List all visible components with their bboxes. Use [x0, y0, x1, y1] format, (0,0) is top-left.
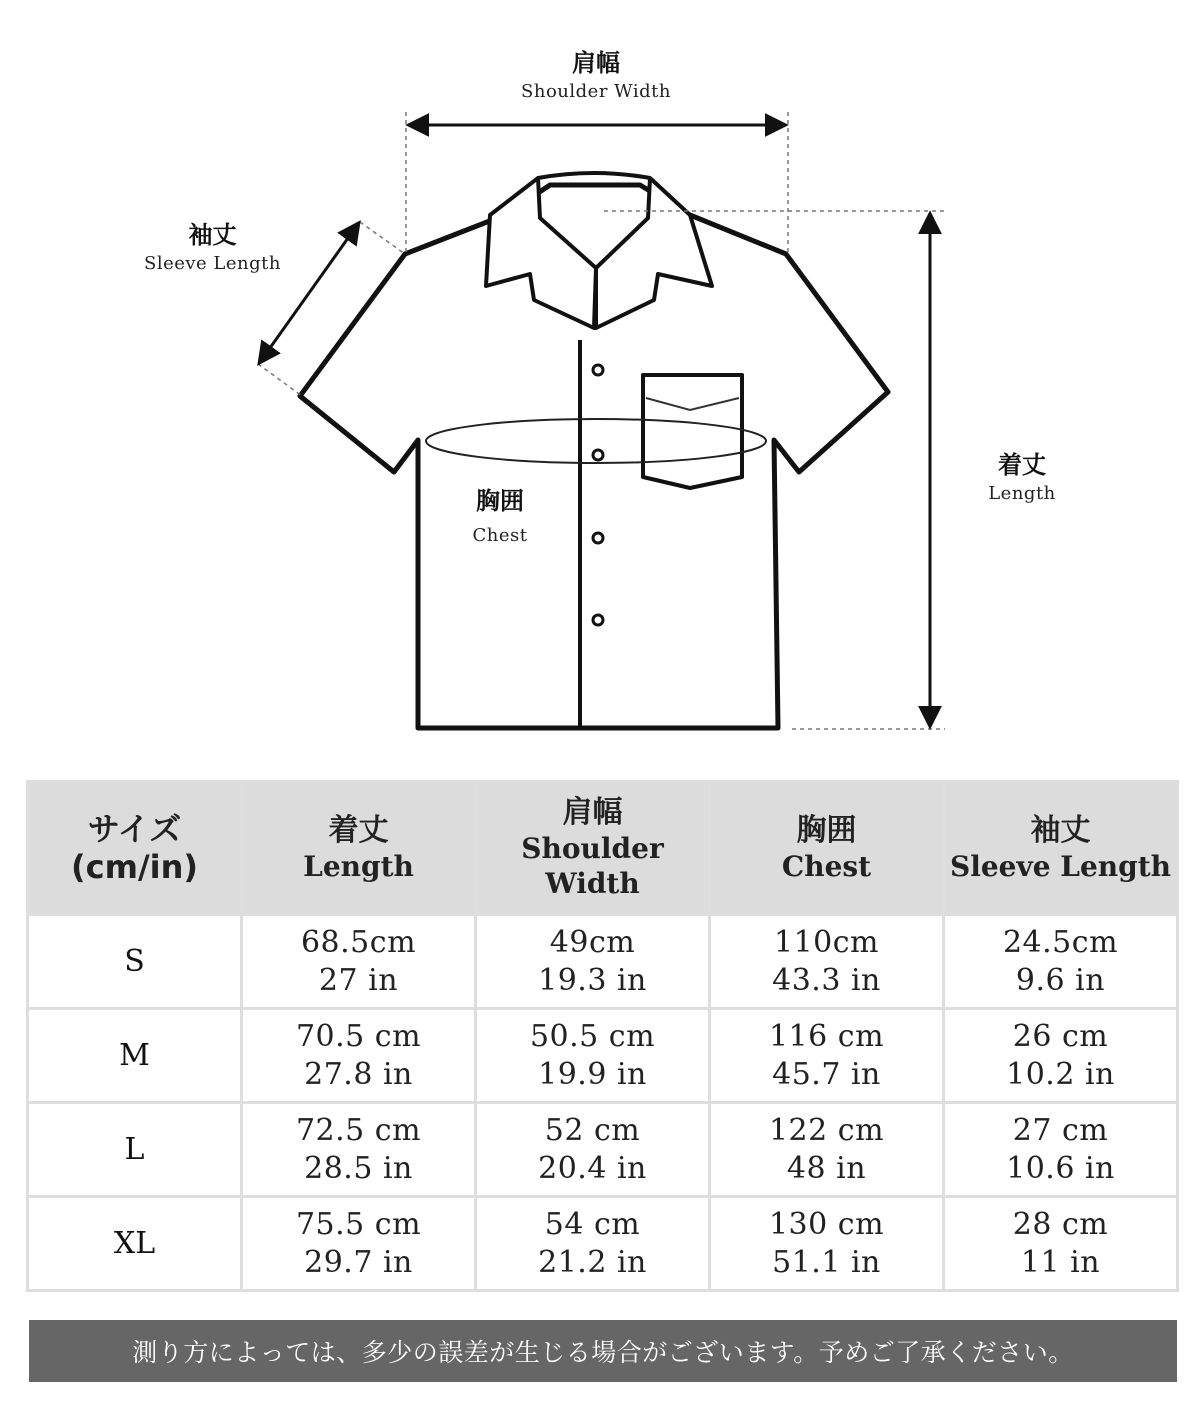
table-cell: [944, 1103, 1178, 1197]
table-cell: [242, 1103, 476, 1197]
table-cell: [242, 1197, 476, 1291]
value-cm: 122 cm: [768, 1113, 885, 1148]
label-chest: [450, 488, 550, 546]
value-in: 20.4 in: [538, 1150, 647, 1186]
table-cell: [476, 1009, 710, 1103]
label-sleeve-en: Sleeve Length: [144, 252, 281, 274]
value-in: 27.8 in: [304, 1056, 413, 1092]
collar-band: [538, 173, 650, 178]
table-header-row: [28, 782, 1178, 915]
value-cm: 24.5cm: [1002, 925, 1119, 960]
value-cm: 52 cm: [544, 1113, 641, 1148]
sleeve-guide-top: [360, 222, 405, 254]
table-row: [28, 1103, 1178, 1197]
table-cell: [710, 915, 944, 1009]
value-in: 45.7 in: [772, 1056, 881, 1092]
value-in: 10.6 in: [1006, 1150, 1115, 1186]
header-chest: [710, 782, 944, 915]
button: [593, 615, 603, 625]
label-length-en: Length: [988, 482, 1056, 504]
value-in: 19.9 in: [538, 1056, 647, 1092]
size-table: [26, 780, 1179, 1292]
value-in: 10.2 in: [1006, 1056, 1115, 1092]
header-length-jp: 着丈: [328, 812, 389, 848]
label-shoulder-jp: 肩幅: [572, 49, 620, 77]
value-in: 28.5 in: [304, 1150, 413, 1186]
table-cell: [944, 915, 1178, 1009]
header-sleeve-en: Sleeve Length: [949, 849, 1172, 883]
measurement-disclaimer: 測り方によっては、多少の誤差が生じる場合がございます。予めご了承ください。: [29, 1320, 1177, 1382]
table-cell: [476, 915, 710, 1009]
value-cm: 70.5 cm: [295, 1019, 422, 1054]
button: [593, 365, 603, 375]
table-row: [28, 915, 1178, 1009]
value-cm: 116 cm: [768, 1019, 885, 1054]
value-cm: 72.5 cm: [295, 1113, 422, 1148]
value-cm: 27 cm: [1012, 1113, 1109, 1148]
size-label: XL: [28, 1197, 242, 1291]
table-cell: [710, 1197, 944, 1291]
size-label: M: [28, 1009, 242, 1103]
size-label: L: [28, 1103, 242, 1197]
table-cell: [242, 915, 476, 1009]
table-cell: [944, 1009, 1178, 1103]
value-in: 21.2 in: [538, 1244, 647, 1280]
table-cell: [242, 1009, 476, 1103]
header-shoulder-en: Shoulder Width: [521, 832, 664, 900]
table-row: [28, 1009, 1178, 1103]
table-cell: [476, 1103, 710, 1197]
table-cell: [944, 1197, 1178, 1291]
value-in: 11 in: [1020, 1244, 1101, 1280]
label-chest-jp: 胸囲: [476, 487, 524, 515]
header-size-jp: サイズ: [87, 809, 182, 848]
value-in: 51.1 in: [772, 1244, 881, 1280]
header-size-unit: (cm/in): [71, 848, 198, 886]
label-length: [972, 452, 1072, 504]
pocket: [643, 375, 742, 488]
label-length-jp: 着丈: [998, 451, 1046, 479]
header-shoulder-jp: 肩幅: [562, 795, 623, 830]
table-cell: [476, 1197, 710, 1291]
sleeve-guide-bottom: [258, 364, 302, 396]
button: [593, 533, 603, 543]
value-cm: 75.5 cm: [295, 1207, 422, 1242]
table-cell: [710, 1103, 944, 1197]
table-row: [28, 1197, 1178, 1291]
value-cm: 68.5cm: [300, 925, 417, 960]
table-cell: [710, 1009, 944, 1103]
header-length-en: Length: [303, 849, 414, 883]
label-sleeve-length: [120, 222, 305, 274]
header-length: [242, 782, 476, 915]
value-in: 27 in: [318, 962, 399, 998]
value-cm: 28 cm: [1012, 1207, 1109, 1242]
label-shoulder-en: Shoulder Width: [521, 80, 671, 102]
value-in: 29.7 in: [304, 1244, 413, 1280]
value-cm: 26 cm: [1012, 1019, 1109, 1054]
button: [593, 450, 603, 460]
value-cm: 130 cm: [768, 1207, 885, 1242]
value-in: 43.3 in: [772, 962, 881, 998]
value-cm: 54 cm: [544, 1207, 641, 1242]
header-size: [28, 782, 242, 915]
label-shoulder-width: [496, 50, 696, 102]
label-chest-en: Chest: [472, 524, 528, 546]
value-in: 19.3 in: [538, 962, 647, 998]
size-label: S: [28, 915, 242, 1009]
header-chest-jp: 胸囲: [796, 812, 857, 848]
value-in: 9.6 in: [1015, 962, 1106, 998]
header-sleeve-jp: 袖丈: [1030, 812, 1091, 848]
header-chest-en: Chest: [781, 849, 872, 883]
value-in: 48 in: [786, 1150, 867, 1186]
header-shoulder-width: [476, 782, 710, 915]
label-sleeve-jp: 袖丈: [188, 221, 237, 249]
value-cm: 50.5 cm: [529, 1019, 656, 1054]
header-sleeve-length: [944, 782, 1178, 915]
value-cm: 49cm: [549, 925, 636, 960]
value-cm: 110cm: [773, 925, 879, 960]
